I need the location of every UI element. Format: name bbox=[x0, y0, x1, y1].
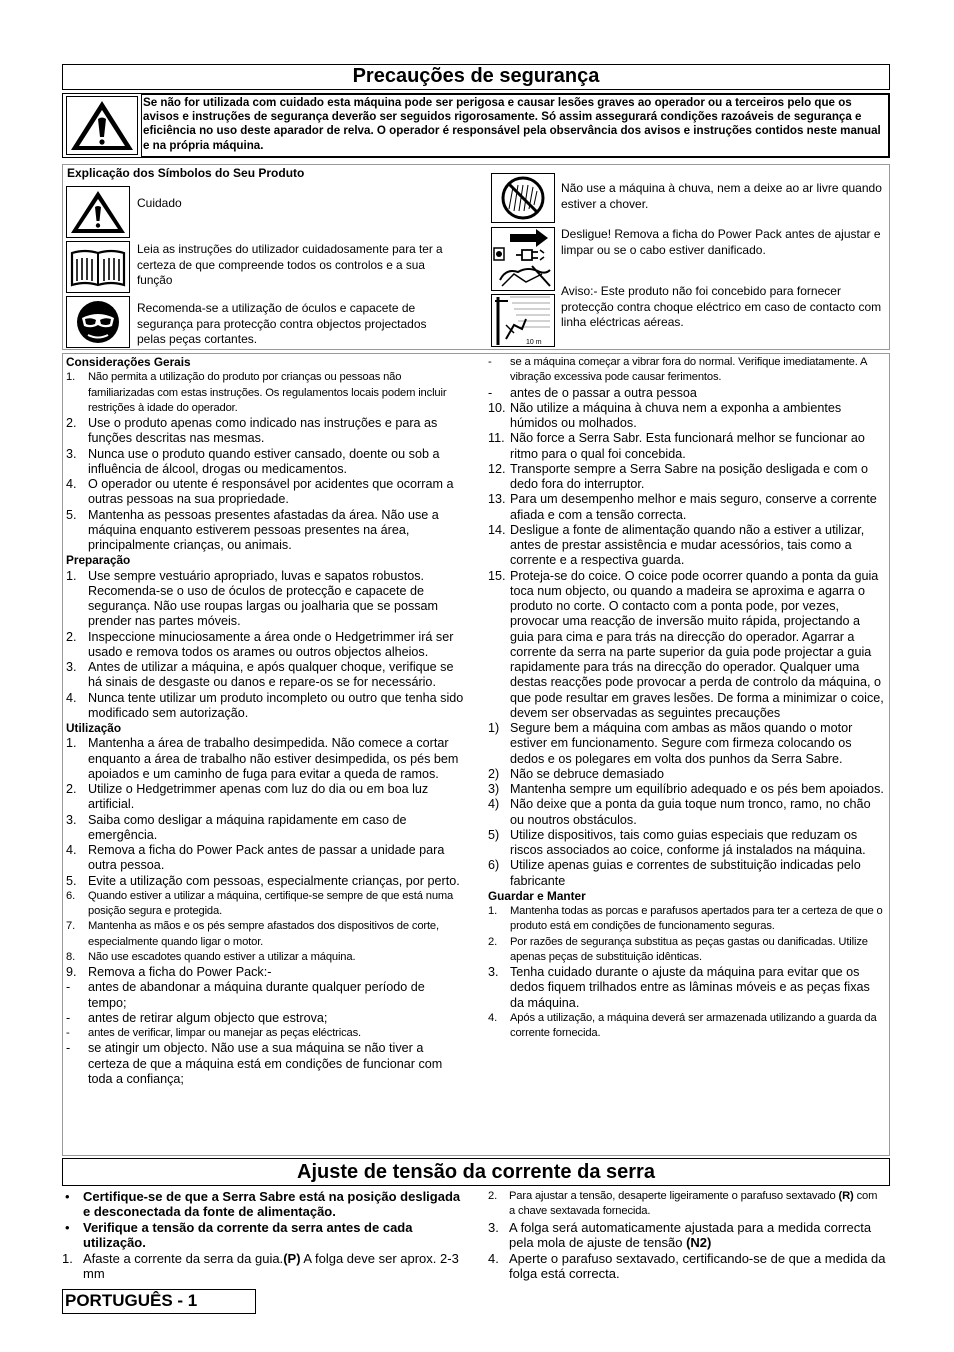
list-item-text: Mantenha as mãos e os pés sempre afastados dos dispositivos de corte, especialmente quando ligar o motor. bbox=[88, 920, 439, 948]
list-item bbox=[488, 828, 886, 859]
list-item bbox=[66, 919, 464, 950]
list-item-text: Quando estiver a utilizar a máquina, certifique-se sempre de que está numa posição segura e protegida. bbox=[88, 889, 454, 917]
subheading: Utilização bbox=[66, 721, 122, 735]
list-item bbox=[66, 1041, 464, 1087]
list-item bbox=[488, 1011, 886, 1042]
list-item-number: 6. bbox=[66, 889, 76, 902]
list-item bbox=[488, 797, 886, 828]
list-item bbox=[66, 950, 464, 965]
list-item-number: - bbox=[488, 385, 493, 400]
list-item bbox=[488, 767, 886, 782]
symbol-icon-rain bbox=[491, 173, 555, 223]
tension-step-number: 2. bbox=[488, 1190, 498, 1202]
symbol-icon-caution bbox=[66, 186, 130, 238]
list-item-text: Saiba como desligar a máquina rapidamente em caso de emergência. bbox=[88, 812, 407, 842]
list-item bbox=[66, 447, 464, 478]
tension-step bbox=[62, 1189, 462, 1220]
list-item bbox=[488, 904, 886, 935]
warning-box bbox=[62, 93, 890, 158]
symbol-text-unplug: Desligue! Remova a ficha do Power Pack antes de ajustar e limpar ou se o cabo estiver danificado. bbox=[561, 227, 881, 257]
list-item-text: Por razões de segurança substitua as peças gastas ou danificadas. Utilize apenas peças de substituição idênticas. bbox=[510, 935, 868, 963]
chain-tension-right-column bbox=[488, 1189, 886, 1281]
list-item bbox=[66, 782, 464, 813]
subheading: Preparação bbox=[66, 553, 131, 568]
list-item-text: Mantenha as pessoas presentes afastadas da área. Não use a máquina enquanto estiverem pessoas presentes na área, principalmente crianças, ou animais. bbox=[88, 507, 439, 552]
list-item bbox=[66, 874, 464, 889]
list-item-number: 3. bbox=[488, 965, 499, 979]
tension-step-number: 1. bbox=[62, 1250, 73, 1266]
list-item bbox=[488, 492, 886, 523]
tension-step bbox=[488, 1220, 886, 1251]
no-rain-icon bbox=[493, 175, 553, 221]
list-item-text: antes de verificar, limpar ou manejar as peças eléctricas. bbox=[88, 1027, 361, 1039]
list-item-text: Remova a ficha do Power Pack antes de passar a unidade para outra pessoa. bbox=[88, 843, 445, 873]
list-item-text: antes de o passar a outra pessoa bbox=[510, 385, 697, 400]
list-item-text: Utilize o Hedgetrimmer apenas com luz do dia ou em boa luz artificial. bbox=[88, 782, 429, 812]
list-item-number: - bbox=[66, 1041, 71, 1056]
list-item-number: 5) bbox=[488, 827, 500, 842]
list-item bbox=[66, 569, 464, 630]
list-item-number: - bbox=[66, 980, 71, 995]
unplug-icon bbox=[492, 228, 554, 290]
list-item-text: Proteja-se do coice. O coice pode ocorrer quando a ponta da guia toca num objecto, ou quando a madeira se aproxima e agarra o produto no corte. O contacto com a ponta pode, por vezes, provocar uma reacção de inversão muito rápida, projectando a guia para cima e para trás na direcção do operador. Agarrar a corrente da serra na parte superior da guia pode projectar a guia rapidamente para trás na direcção do operador. Qualquer uma destas reacções pode provocar a perda de controlo da máquina, o que pode resultar em graves lesões. De forma a minimizar o coice, devem ser observadas as seguintes precauções bbox=[510, 568, 884, 720]
list-item-text: Inspeccione minuciosamente a área onde o Hedgetrimmer irá ser usado e remova todos os arames ou outros objectos alheios. bbox=[88, 629, 454, 659]
subheading: Considerações Gerais bbox=[66, 355, 191, 369]
list-item-text: Não permita a utilização do produto por crianças ou pessoas não familiarizadas com estas instruções. Os regulamentos locais podem incluir restrições à idade do operador. bbox=[88, 371, 447, 414]
list-item-number: 2. bbox=[66, 629, 77, 644]
list-item bbox=[66, 416, 464, 447]
list-item bbox=[488, 569, 886, 722]
list-item-text: Utilize apenas guias e correntes de substituição indicadas pelo fabricante bbox=[510, 858, 861, 888]
tension-step-bold-text: Certifique-se de que a Serra Sabre está na posição desligada e desconectada da fonte de alimentação. bbox=[83, 1189, 461, 1220]
list-item bbox=[488, 935, 886, 966]
list-item-number: 14. bbox=[488, 522, 506, 537]
symbol-icon-unplug bbox=[491, 227, 555, 291]
list-item-text: Mantenha a área de trabalho desimpedida. Não comece a cortar enquanto a área de trabalho não estiver desimpedida, os pés bem apoiados e um caminho de fuga para evitar a queda de ramos. bbox=[88, 736, 459, 781]
list-item-number: 1. bbox=[66, 568, 77, 583]
list-item bbox=[488, 462, 886, 493]
list-item-number: 4) bbox=[488, 797, 500, 812]
list-item-number: 11. bbox=[488, 431, 505, 446]
list-item-number: 3) bbox=[488, 782, 500, 796]
safety-goggles-helmet-icon bbox=[68, 298, 128, 346]
tension-step-text: Aperte o parafuso sextavado, certificando-se de que a medida da folga está correcta. bbox=[509, 1250, 886, 1282]
page-footer-language: PORTUGUÊS - 1 bbox=[62, 1289, 256, 1314]
tension-step-bold-text: Verifique a tensão da corrente da serra antes de cada utilização. bbox=[83, 1219, 413, 1251]
symbol-text-power-line: Aviso:- Este produto não foi concebido para fornecer protecção contra choque eléctrico em caso de contacto com linha eléctricas aéreas. bbox=[561, 284, 882, 329]
tension-step-number: • bbox=[65, 1189, 70, 1204]
list-item-number: 2. bbox=[66, 782, 77, 796]
list-item bbox=[66, 660, 464, 691]
symbols-heading: Explicação dos Símbolos do Seu Produto bbox=[67, 166, 305, 180]
tension-step-part-key: (P) bbox=[283, 1250, 301, 1266]
symbol-text-goggles: Recomenda-se a utilização de óculos e capacete de segurança para protecção contra objectos projectados pelas peças cortantes. bbox=[137, 301, 427, 346]
list-item bbox=[66, 630, 464, 661]
list-item-text: O operador ou utente é responsável por acidentes que ocorram a outras pessoas na sua propriedade. bbox=[88, 477, 454, 507]
symbol-text-caution: Cuidado bbox=[137, 196, 182, 210]
tension-step-text-end: com a chave sextavada fornecida. bbox=[509, 1190, 878, 1218]
list-item-text: Não se debruce demasiado bbox=[510, 766, 665, 781]
list-item-number: 9. bbox=[66, 965, 77, 979]
list-item-number: 10. bbox=[488, 400, 506, 415]
list-item bbox=[66, 508, 464, 554]
list-item-text: Use sempre vestuário apropriado, luvas e sapatos robustos. Recomenda-se o uso de óculos de protecção e capacete de segurança. Não use roupas largas ou joalharia que se possam prender nas partes móveis. bbox=[88, 568, 439, 629]
list-item bbox=[66, 1011, 464, 1026]
list-item bbox=[488, 523, 886, 569]
list-item-number: 4. bbox=[488, 1011, 498, 1024]
list-item-number: 8. bbox=[66, 950, 76, 963]
list-item-number: - bbox=[66, 1027, 70, 1039]
list-item-number: 6) bbox=[488, 858, 500, 873]
list-item-text: Segure bem a máquina com ambas as mãos quando o motor estiver em funcionamento. Segure com firmeza colocando os dedos e os polegares em volta dos punhos da Serra Sabre. bbox=[510, 721, 853, 766]
list-item-number: 3. bbox=[66, 660, 77, 674]
tension-step-text: Para ajustar a tensão, desaperte ligeiramente o parafuso sextavado bbox=[509, 1190, 839, 1202]
power-line-distance: 10 m bbox=[526, 339, 542, 346]
list-item-text: antes de abandonar a máquina durante qualquer período de tempo; bbox=[88, 980, 425, 1010]
list-item bbox=[66, 370, 464, 416]
symbol-icon-goggles bbox=[66, 296, 130, 348]
safety-continued-column bbox=[488, 355, 886, 1041]
list-item-number: 4. bbox=[66, 843, 77, 857]
list-item-text: Nunca tente utilizar um produto incompleto ou outro que tenha sido modificado sem autorização. bbox=[88, 690, 464, 720]
list-item bbox=[488, 431, 886, 462]
list-item-text: Não force a Serra Sabr. Esta funcionará melhor se funcionar ao ritmo para o qual foi concebida. bbox=[510, 431, 865, 461]
general-considerations-column bbox=[66, 355, 464, 1087]
power-line-icon bbox=[492, 295, 554, 346]
list-item bbox=[66, 736, 464, 782]
list-item-text: Para um desempenho melhor e mais seguro, conserve a corrente afiada e com a tensão correcta. bbox=[510, 492, 877, 522]
subheading: Guardar e Manter bbox=[488, 888, 586, 903]
list-item-text: Após a utilização, a máquina deverá ser armazenada utilizando a guarda da corrente fornecida. bbox=[510, 1011, 877, 1039]
tension-step-number: • bbox=[65, 1219, 70, 1235]
list-item-number: 4. bbox=[66, 477, 77, 491]
list-item-text: Nunca use o produto quando estiver cansado, doente ou sob a influência de álcool, drogas ou medicamentos. bbox=[88, 446, 440, 476]
warning-triangle-icon bbox=[68, 188, 128, 236]
symbol-text-rain: Não use a máquina à chuva, nem a deixe ao ar livre quando estiver a chover. bbox=[561, 181, 882, 211]
list-item bbox=[488, 858, 886, 889]
section-title-chain-tension: Ajuste de tensão da corrente da serra bbox=[62, 1158, 890, 1186]
list-item-number: 5. bbox=[66, 873, 77, 888]
list-item-text: Use o produto apenas como indicado nas instruções e para as funções descritas nas mesmas. bbox=[88, 416, 438, 446]
list-item-text: Mantenha todas as porcas e parafusos apertados para ter a certeza de que o produto está em condições de funcionamento seguras. bbox=[510, 905, 883, 933]
list-item-number: 15. bbox=[488, 568, 506, 583]
list-item-number: - bbox=[488, 356, 492, 368]
list-item-number: 2) bbox=[488, 766, 500, 781]
list-item-text: Mantenha sempre um equilíbrio adequado e os pés bem apoiados. bbox=[510, 782, 884, 796]
list-item-text: Não use escadotes quando estiver a utilizar a máquina. bbox=[88, 950, 356, 963]
list-item-text: antes de retirar algum objecto que estrova; bbox=[88, 1010, 328, 1025]
list-item-number: 7. bbox=[66, 920, 76, 933]
tension-step-text: A folga será automaticamente ajustada para a medida correcta pela mola de ajuste de tensão bbox=[509, 1219, 872, 1251]
list-item-number: 1. bbox=[488, 905, 498, 917]
list-item-number: 5. bbox=[66, 507, 77, 522]
list-item bbox=[66, 1026, 464, 1041]
list-item-number: - bbox=[66, 1010, 71, 1025]
tension-step bbox=[488, 1189, 886, 1220]
warning-text: Se não for utilizada com cuidado esta máquina pode ser perigosa e causar lesões graves ao operador ou a terceiros pelo que os avisos e instruções de segurança deverão ser seguidos rigorosamente. Só assim assegurará condições razoáveis de segurança e eficiência no uso deste aparador de relva. O operador é responsável pela observância dos avisos e instruções contidos neste manual e na própria máquina. bbox=[141, 94, 889, 157]
tension-step-text-end: A folga deve ser aprox. 2-3 mm bbox=[83, 1250, 459, 1282]
symbols-box bbox=[62, 164, 890, 350]
list-item bbox=[66, 813, 464, 844]
symbol-text-manual: Leia as instruções do utilizador cuidadosamente para ter a certeza de que compreende todos os controlos e a sua função bbox=[137, 242, 443, 287]
tension-step bbox=[62, 1220, 462, 1251]
list-item-text: Tenha cuidado durante o ajuste da máquina para evitar que os dedos fiquem trilhados entre as lâminas móveis e as peças fixas da máquina. bbox=[510, 965, 870, 1010]
tension-step-part-key: (N2) bbox=[686, 1235, 712, 1251]
list-item-text: Utilize dispositivos, tais como guias especiais que reduzam os riscos associados ao coice, conforme já instalados na máquina. bbox=[510, 827, 866, 857]
chain-tension-left-column bbox=[62, 1189, 462, 1281]
list-item bbox=[488, 355, 886, 386]
list-item-number: 3. bbox=[66, 446, 77, 461]
tension-step-part-key: (R) bbox=[838, 1190, 854, 1202]
list-item-text: Remova a ficha do Power Pack:- bbox=[88, 965, 272, 979]
list-item bbox=[488, 721, 886, 767]
list-item-text: Evite a utilização com pessoas, especialmente crianças, por perto. bbox=[88, 873, 460, 888]
list-item-number: 13. bbox=[488, 492, 506, 507]
list-item-number: 1. bbox=[66, 736, 77, 751]
tension-step-number: 4. bbox=[488, 1250, 499, 1266]
symbol-icon-manual bbox=[66, 241, 130, 293]
list-item bbox=[66, 843, 464, 874]
list-item bbox=[488, 386, 886, 401]
section-title-safety: Precauções de segurança bbox=[62, 64, 890, 90]
symbol-icon-power-line bbox=[491, 294, 555, 347]
warning-icon-frame bbox=[66, 96, 138, 155]
tension-step bbox=[62, 1251, 462, 1282]
list-item bbox=[66, 889, 464, 920]
list-item-text: Não deixe que a ponta da guia toque num tronco, ramo, no chão ou noutros obstáculos. bbox=[510, 797, 871, 827]
list-item-number: 1. bbox=[66, 371, 76, 384]
list-item-text: se atingir um objecto. Não use a sua máquina se não tiver a certeza de que a máquina está em condições de funcionar com toda a confiança; bbox=[88, 1041, 443, 1086]
list-item bbox=[66, 965, 464, 980]
list-item bbox=[66, 691, 464, 722]
list-item-text: Desligue a fonte de alimentação quando não a estiver a utilizar, antes de prestar assistência e mudar acessórios, tais como a corrente e a respectiva guarda. bbox=[510, 522, 865, 568]
list-item bbox=[66, 980, 464, 1011]
list-item-number: 3. bbox=[66, 812, 77, 827]
list-item-text: Antes de utilizar a máquina, e após qualquer choque, verifique se há sinais de desgaste ou danos e repare-os se for necessário. bbox=[88, 660, 454, 690]
warning-triangle-icon bbox=[67, 97, 137, 154]
list-item-number: 12. bbox=[488, 461, 506, 476]
list-item bbox=[66, 477, 464, 508]
list-item bbox=[488, 401, 886, 432]
tension-step-text: Afaste a corrente da serra da guia. bbox=[83, 1250, 284, 1266]
list-item-number: 4. bbox=[66, 690, 77, 705]
list-item-text: se a máquina começar a vibrar fora do normal. Verifique imediatamente. A vibração excessiva pode causar ferimentos. bbox=[510, 356, 867, 384]
list-item-text: Não utilize a máquina à chuva nem a exponha a ambientes húmidos ou molhados. bbox=[510, 400, 842, 430]
tension-step-number: 3. bbox=[488, 1219, 499, 1235]
list-item-number: 2. bbox=[66, 416, 77, 430]
list-item bbox=[488, 965, 886, 1011]
list-item-text: Transporte sempre a Serra Sabre na posição desligada e com o dedo fora do interruptor. bbox=[510, 461, 868, 491]
list-item-number: 1) bbox=[488, 721, 500, 735]
list-item bbox=[488, 782, 886, 797]
list-item-number: 2. bbox=[488, 935, 498, 948]
manual-book-icon bbox=[68, 243, 128, 291]
tension-step bbox=[488, 1251, 886, 1282]
